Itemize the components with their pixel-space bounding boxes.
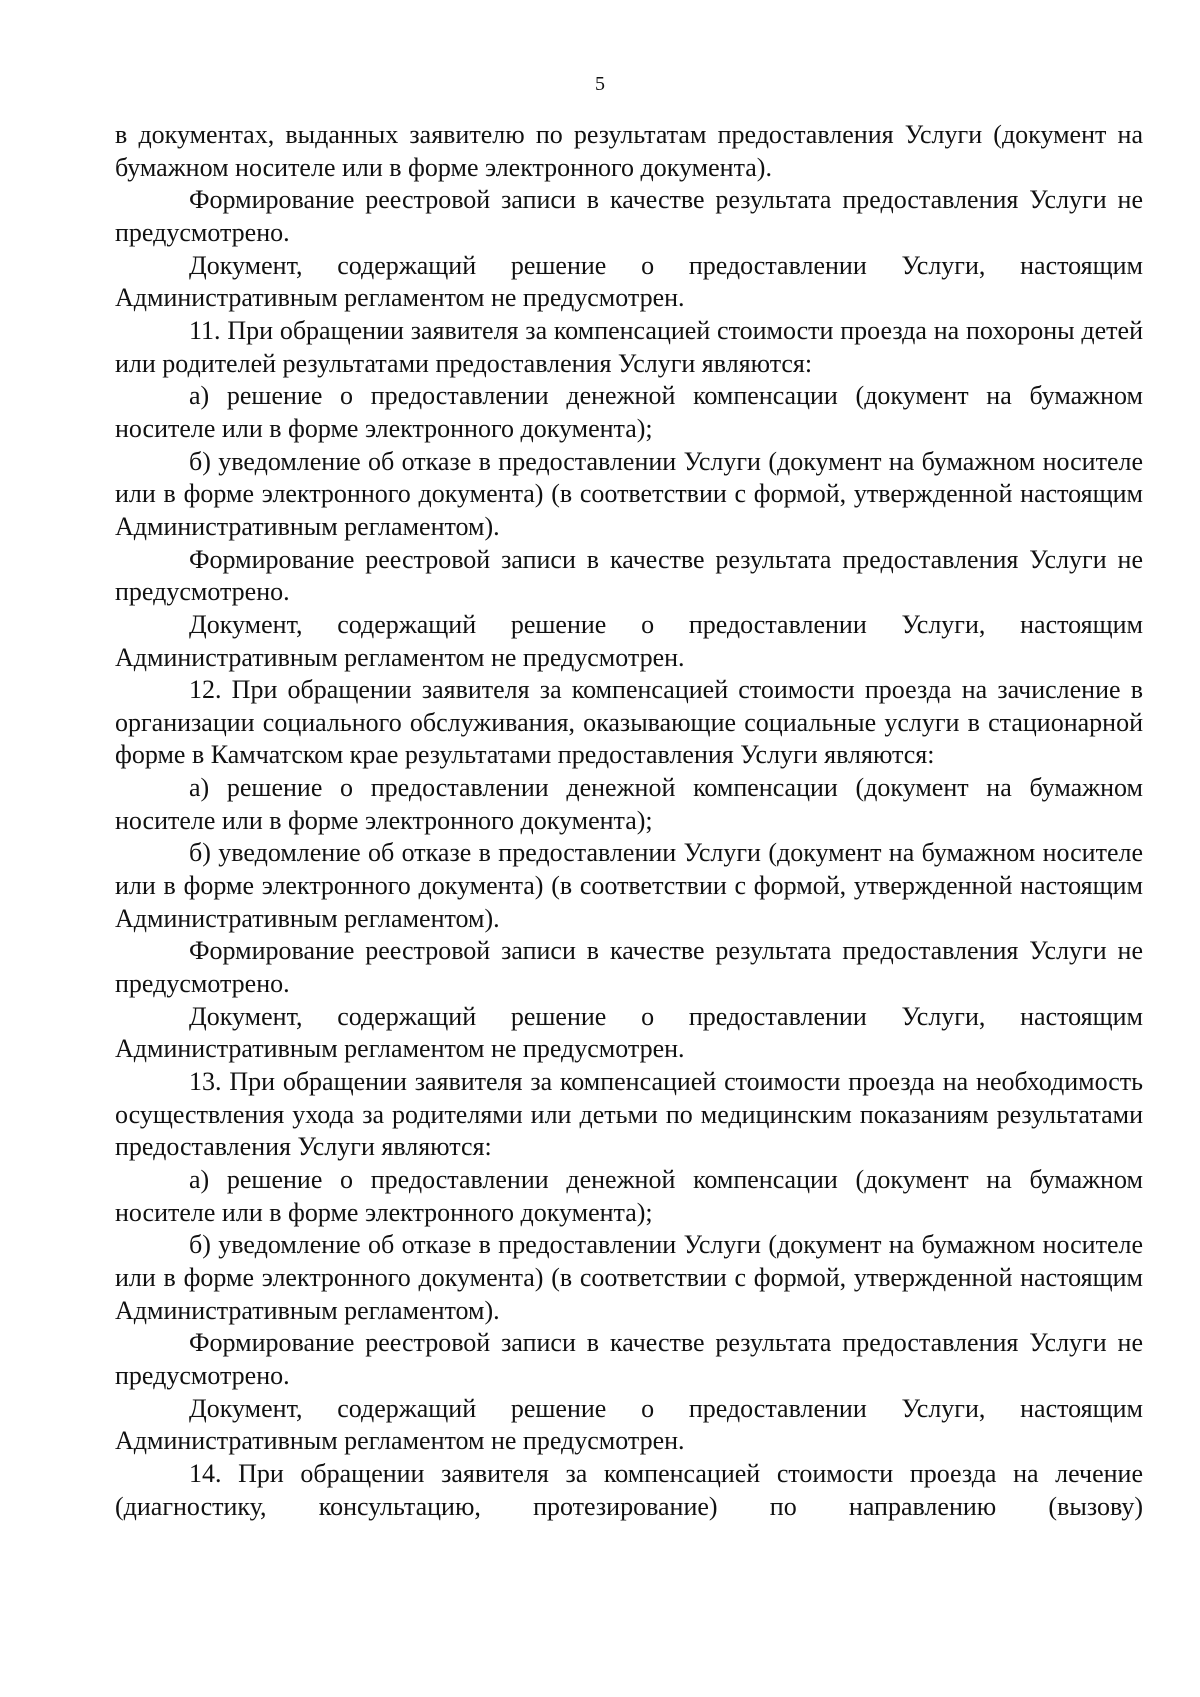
subclause-b: б) уведомление об отказе в предоставлении Услуги (документ на бумажном носителе или в форме электронного документа) (в соответствии с формой, утвержденной настоящим Административным регламентом). bbox=[115, 446, 1143, 541]
clause-11: 11. При обращении заявителя за компенсацией стоимости проезда на похороны детей или родителей результатами предоставления Услуги являются: bbox=[115, 315, 1143, 378]
paragraph: Документ, содержащий решение о предоставлении Услуги, настоящим Административным регламентом не предусмотрен. bbox=[115, 609, 1143, 672]
subclause-a: а) решение о предоставлении денежной компенсации (документ на бумажном носителе или в форме электронного документа); bbox=[115, 381, 1143, 443]
paragraph: Формирование реестровой записи в качестве результата предоставления Услуги не предусмотрено. bbox=[115, 1328, 1143, 1390]
subclause-b: б) уведомление об отказе в предоставлении Услуги (документ на бумажном носителе или в форме электронного документа) (в соответствии с формой, утвержденной настоящим Административным регламентом). bbox=[115, 838, 1143, 933]
clause-13: 13. При обращении заявителя за компенсацией стоимости проезда на необходимость осуществления ухода за родителями или детьми по медицинским показаниям результатами предоставления Услуги являются: bbox=[115, 1067, 1143, 1162]
subclause-a: а) решение о предоставлении денежной компенсации (документ на бумажном носителе или в форме электронного документа); bbox=[115, 1165, 1143, 1227]
paragraph: Формирование реестровой записи в качестве результата предоставления Услуги не предусмотрено. bbox=[115, 544, 1143, 607]
paragraph: Формирование реестровой записи в качестве результата предоставления Услуги не предусмотрено. bbox=[115, 936, 1143, 999]
clause-14: 14. При обращении заявителя за компенсацией стоимости проезда на лечение (диагностику, консультацию, протезирование) по направлению (вызову) bbox=[115, 1458, 1143, 1521]
paragraph: Документ, содержащий решение о предоставлении Услуги, настоящим Административным регламентом не предусмотрен. bbox=[115, 1393, 1143, 1456]
subclause-b: б) уведомление об отказе в предоставлении Услуги (документ на бумажном носителе или в форме электронного документа) (в соответствии с формой, утвержденной настоящим Административным регламентом). bbox=[115, 1230, 1143, 1325]
page-number: 5 bbox=[595, 73, 605, 95]
paragraph: Документ, содержащий решение о предоставлении Услуги, настоящим Административным регламентом не предусмотрен. bbox=[115, 250, 1143, 313]
paragraph: Документ, содержащий решение о предоставлении Услуги, настоящим Административным регламентом не предусмотрен. bbox=[115, 1001, 1143, 1064]
paragraph-continuation: в документах, выданных заявителю по результатам предоставления Услуги (документ на бумажном носителе или в форме электронного документа). bbox=[115, 120, 1143, 182]
clause-12: 12. При обращении заявителя за компенсацией стоимости проезда на зачисление в организации социального обслуживания, оказывающие социальные услуги в стационарной форме в Камчатском крае результатами предоставления Услуги являются: bbox=[115, 675, 1143, 770]
subclause-a: а) решение о предоставлении денежной компенсации (документ на бумажном носителе или в форме электронного документа); bbox=[115, 773, 1143, 835]
document-body bbox=[115, 119, 1143, 1523]
paragraph: Формирование реестровой записи в качестве результата предоставления Услуги не предусмотрено. bbox=[115, 185, 1143, 247]
